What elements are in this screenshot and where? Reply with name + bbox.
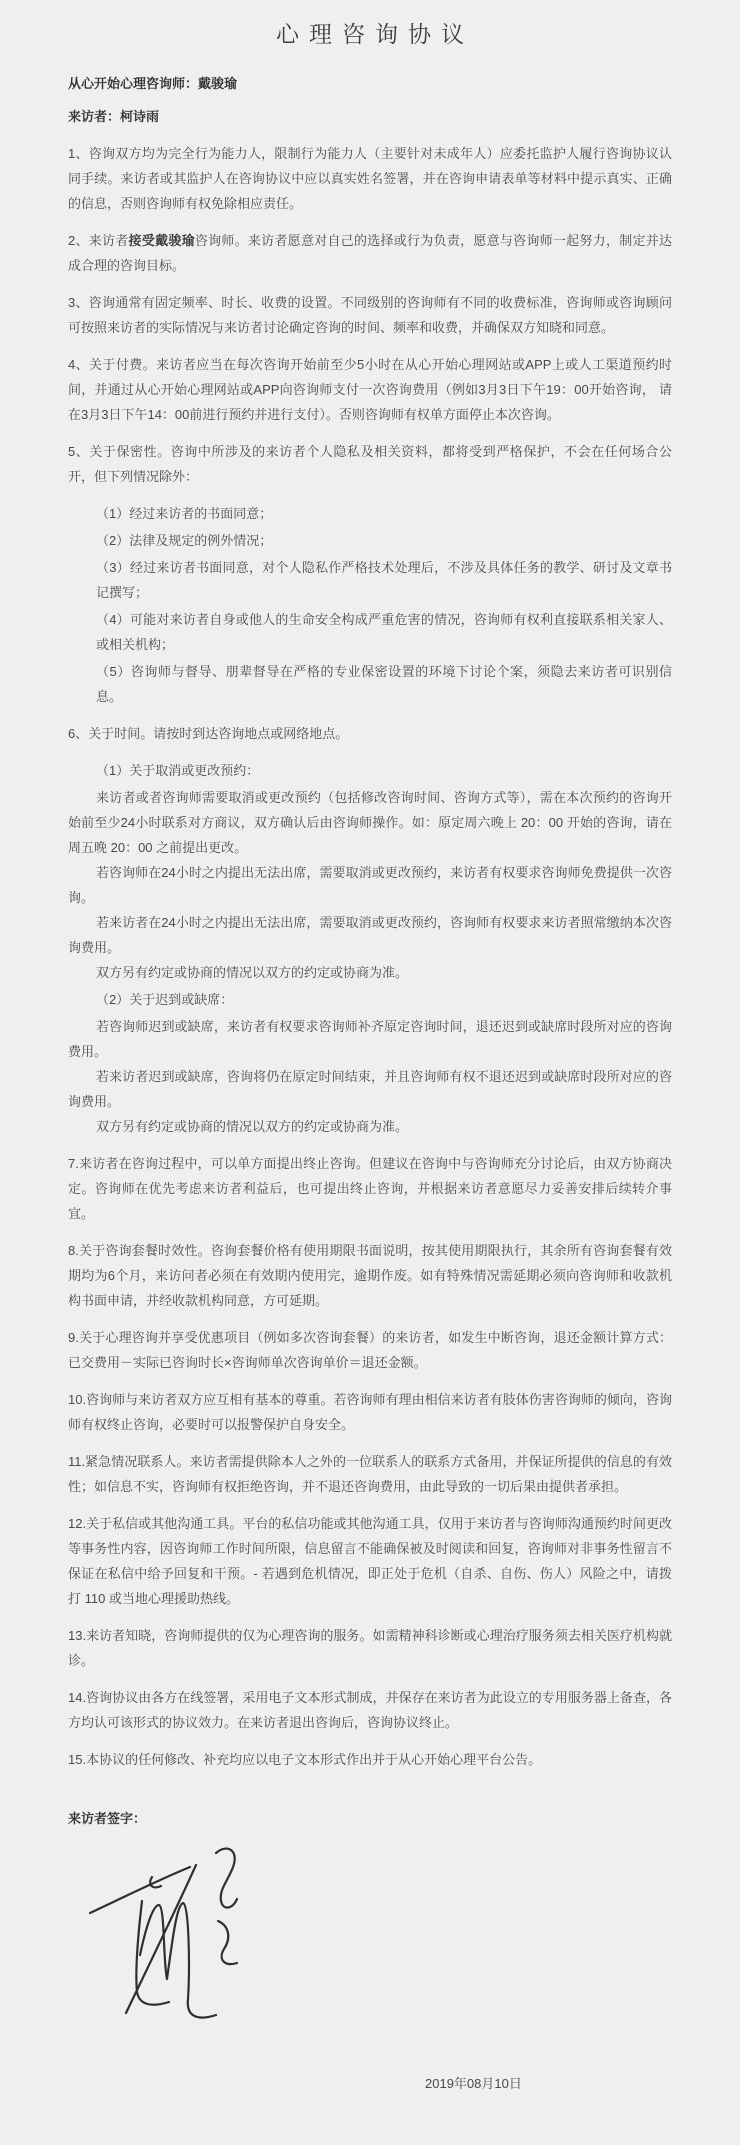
agreement-paragraph: （1）关于取消或更改预约：	[96, 763, 260, 778]
client-name-line: 来访者：柯诗雨	[68, 109, 160, 124]
agreement-paragraph: 15.本协议的任何修改、补充均应以电子文本形式作出并于从心开始心理平台公告。	[68, 1752, 542, 1767]
agreement-paragraph: （4）可能对来访者自身或他人的生命安全构成严重危害的情况，咨询师有权利直接联系相关家人、或相关机构；	[96, 612, 672, 652]
client-signature-label: 来访者签字：	[68, 1811, 147, 1826]
agreement-paragraph: 若来访者在24小时之内提出无法出席，需要取消或更改预约，咨询师有权要求来访者照常缴纳本次咨询费用。	[68, 915, 672, 955]
agreement-paragraph: 11.紧急情况联系人。来访者需提供除本人之外的一位联系人的联系方式备用，并保证所提供的信息的有效性；如信息不实，咨询师有权拒绝咨询，并不退还咨询费用，由此导致的一切后果由提供者承担。	[68, 1454, 672, 1494]
agreement-paragraph: （2）关于迟到或缺席：	[96, 992, 234, 1007]
signature-date: 2019年08月10日	[425, 2076, 522, 2091]
page-title: 心理咨询协议	[276, 21, 474, 47]
agreement-paragraph: （3）经过来访者书面同意，对个人隐私作严格技术处理后，不涉及具体任务的教学、研讨及文章书记撰写；	[96, 560, 672, 600]
agreement-paragraph: 来访者或者咨询师需要取消或更改预约（包括修改咨询时间、咨询方式等），需在本次预约的咨询开始前至少24小时联系对方商议，双方确认后由咨询师操作。如：原定周六晚上 20：00 开始的咨询，请在周五晚 20：00 之前提出更改。	[68, 790, 672, 855]
agreement-paragraph: 10.咨询师与来访者双方应互相有基本的尊重。若咨询师有理由相信来访者有肢体伤害咨询师的倾向，咨询师有权终止咨询，必要时可以报警保护自身安全。	[68, 1392, 672, 1432]
client-signature-image	[76, 1841, 248, 2023]
agreement-paragraph: 5、关于保密性。咨询中所涉及的来访者个人隐私及相关资料，都将受到严格保护，不会在任何场合公开，但下列情况除外：	[68, 444, 672, 484]
agreement-paragraph: 6、关于时间。请按时到达咨询地点或网络地点。	[68, 726, 349, 741]
signature-stroke	[218, 1921, 237, 1964]
agreement-paragraph: 14.咨询协议由各方在线签署，采用电子文本形式制成，并保存在来访者为此设立的专用服务器上备查，各方均认可该形式的协议效力。在来访者退出咨询后，咨询协议终止。	[68, 1690, 672, 1730]
agreement-paragraph: 双方另有约定或协商的情况以双方的约定或协商为准。	[96, 1119, 409, 1134]
counselor-name-line: 从心开始心理咨询师：戴骏瑜	[68, 76, 238, 91]
agreement-paragraph: 1、咨询双方均为完全行为能力人，限制行为能力人（主要针对未成年人）应委托监护人履行咨询协议认同手续。来访者或其监护人在咨询协议中应以真实姓名签署，并在咨询申请表单等材料中提示真实、正确的信息，否则咨询师有权免除相应责任。	[68, 146, 672, 211]
agreement-paragraph: 12.关于私信或其他沟通工具。平台的私信功能或其他沟通工具，仅用于来访者与咨询师沟通预约时间更改等事务性内容，因咨询师工作时间所限，信息留言不能确保被及时阅读和回复，咨询师对非事务性留言不保证在私信中给予回复和干预。- 若遇到危机情况，即正处于危机（自杀、自伤、伤人）风险之中，请拨打 110 或当地心理援助热线。	[68, 1516, 672, 1606]
agreement-paragraph: 若咨询师在24小时之内提出无法出席，需要取消或更改预约，来访者有权要求咨询师免费提供一次咨询。	[68, 865, 672, 905]
agreement-paragraph: （2）法律及规定的例外情况；	[96, 533, 273, 548]
agreement-paragraph: 3、咨询通常有固定频率、时长、收费的设置。不同级别的咨询师有不同的收费标准，咨询师或咨询顾问可按照来访者的实际情况与来访者讨论确定咨询的时间、频率和收费，并确保双方知晓和同意。	[68, 295, 672, 335]
agreement-paragraph: （5）咨询师与督导、朋辈督导在严格的专业保密设置的环境下讨论个案，须隐去来访者可识别信息。	[96, 664, 672, 704]
agreement-paragraph: 9.关于心理咨询并享受优惠项目（例如多次咨询套餐）的来访者，如发生中断咨询，退还金额计算方式：已交费用－实际已咨询时长×咨询师单次咨询单价＝退还金额。	[68, 1330, 672, 1370]
agreement-paragraph: （1）经过来访者的书面同意；	[96, 506, 273, 521]
agreement-paragraph: 若来访者迟到或缺席，咨询将仍在原定时间结束，并且咨询师有权不退还迟到或缺席时段所对应的咨询费用。	[68, 1069, 672, 1109]
agreement-paragraph: 8.关于咨询套餐时效性。咨询套餐价格有使用期限书面说明，按其使用期限执行，其余所有咨询套餐有效期均为6个月，来访问者必须在有效期内使用完，逾期作废。如有特殊情况需延期必须向咨询师和收款机构书面申请，并经收款机构同意，方可延期。	[68, 1243, 672, 1308]
signature-stroke	[90, 1867, 190, 1913]
signature-stroke	[216, 1849, 237, 1908]
agreement-body	[68, 141, 672, 1772]
agreement-paragraph: 13.来访者知晓，咨询师提供的仅为心理咨询的服务。如需精神科诊断或心理治疗服务须去相关医疗机构就诊。	[68, 1628, 672, 1668]
agreement-paragraph: 2、来访者接受戴骏瑜咨询师。来访者愿意对自己的选择或行为负责，愿意与咨询师一起努力，制定并达成合理的咨询目标。	[68, 233, 672, 273]
agreement-paragraph: 7.来访者在咨询过程中，可以单方面提出终止咨询。但建议在咨询中与咨询师充分讨论后，由双方协商决定。咨询师在优先考虑来访者利益后，也可提出终止咨询，并根据来访者意愿尽力妥善安排后续转介事宜。	[68, 1156, 672, 1221]
agreement-paragraph: 双方另有约定或协商的情况以双方的约定或协商为准。	[96, 965, 409, 980]
agreement-paragraph: 4、关于付费。来访者应当在每次咨询开始前至少5小时在从心开始心理网站或APP上或人工渠道预约时间，并通过从心开始心理网站或APP向咨询师支付一次咨询费用（例如3月3日下午19：00开始咨询， 请在3月3日下午14：00前进行预约并进行支付）。否则咨询师有权单方面停止本次咨询。	[68, 357, 672, 422]
agreement-paragraph: 若咨询师迟到或缺席，来访者有权要求咨询师补齐原定咨询时间，退还迟到或缺席时段所对应的咨询费用。	[68, 1019, 672, 1059]
